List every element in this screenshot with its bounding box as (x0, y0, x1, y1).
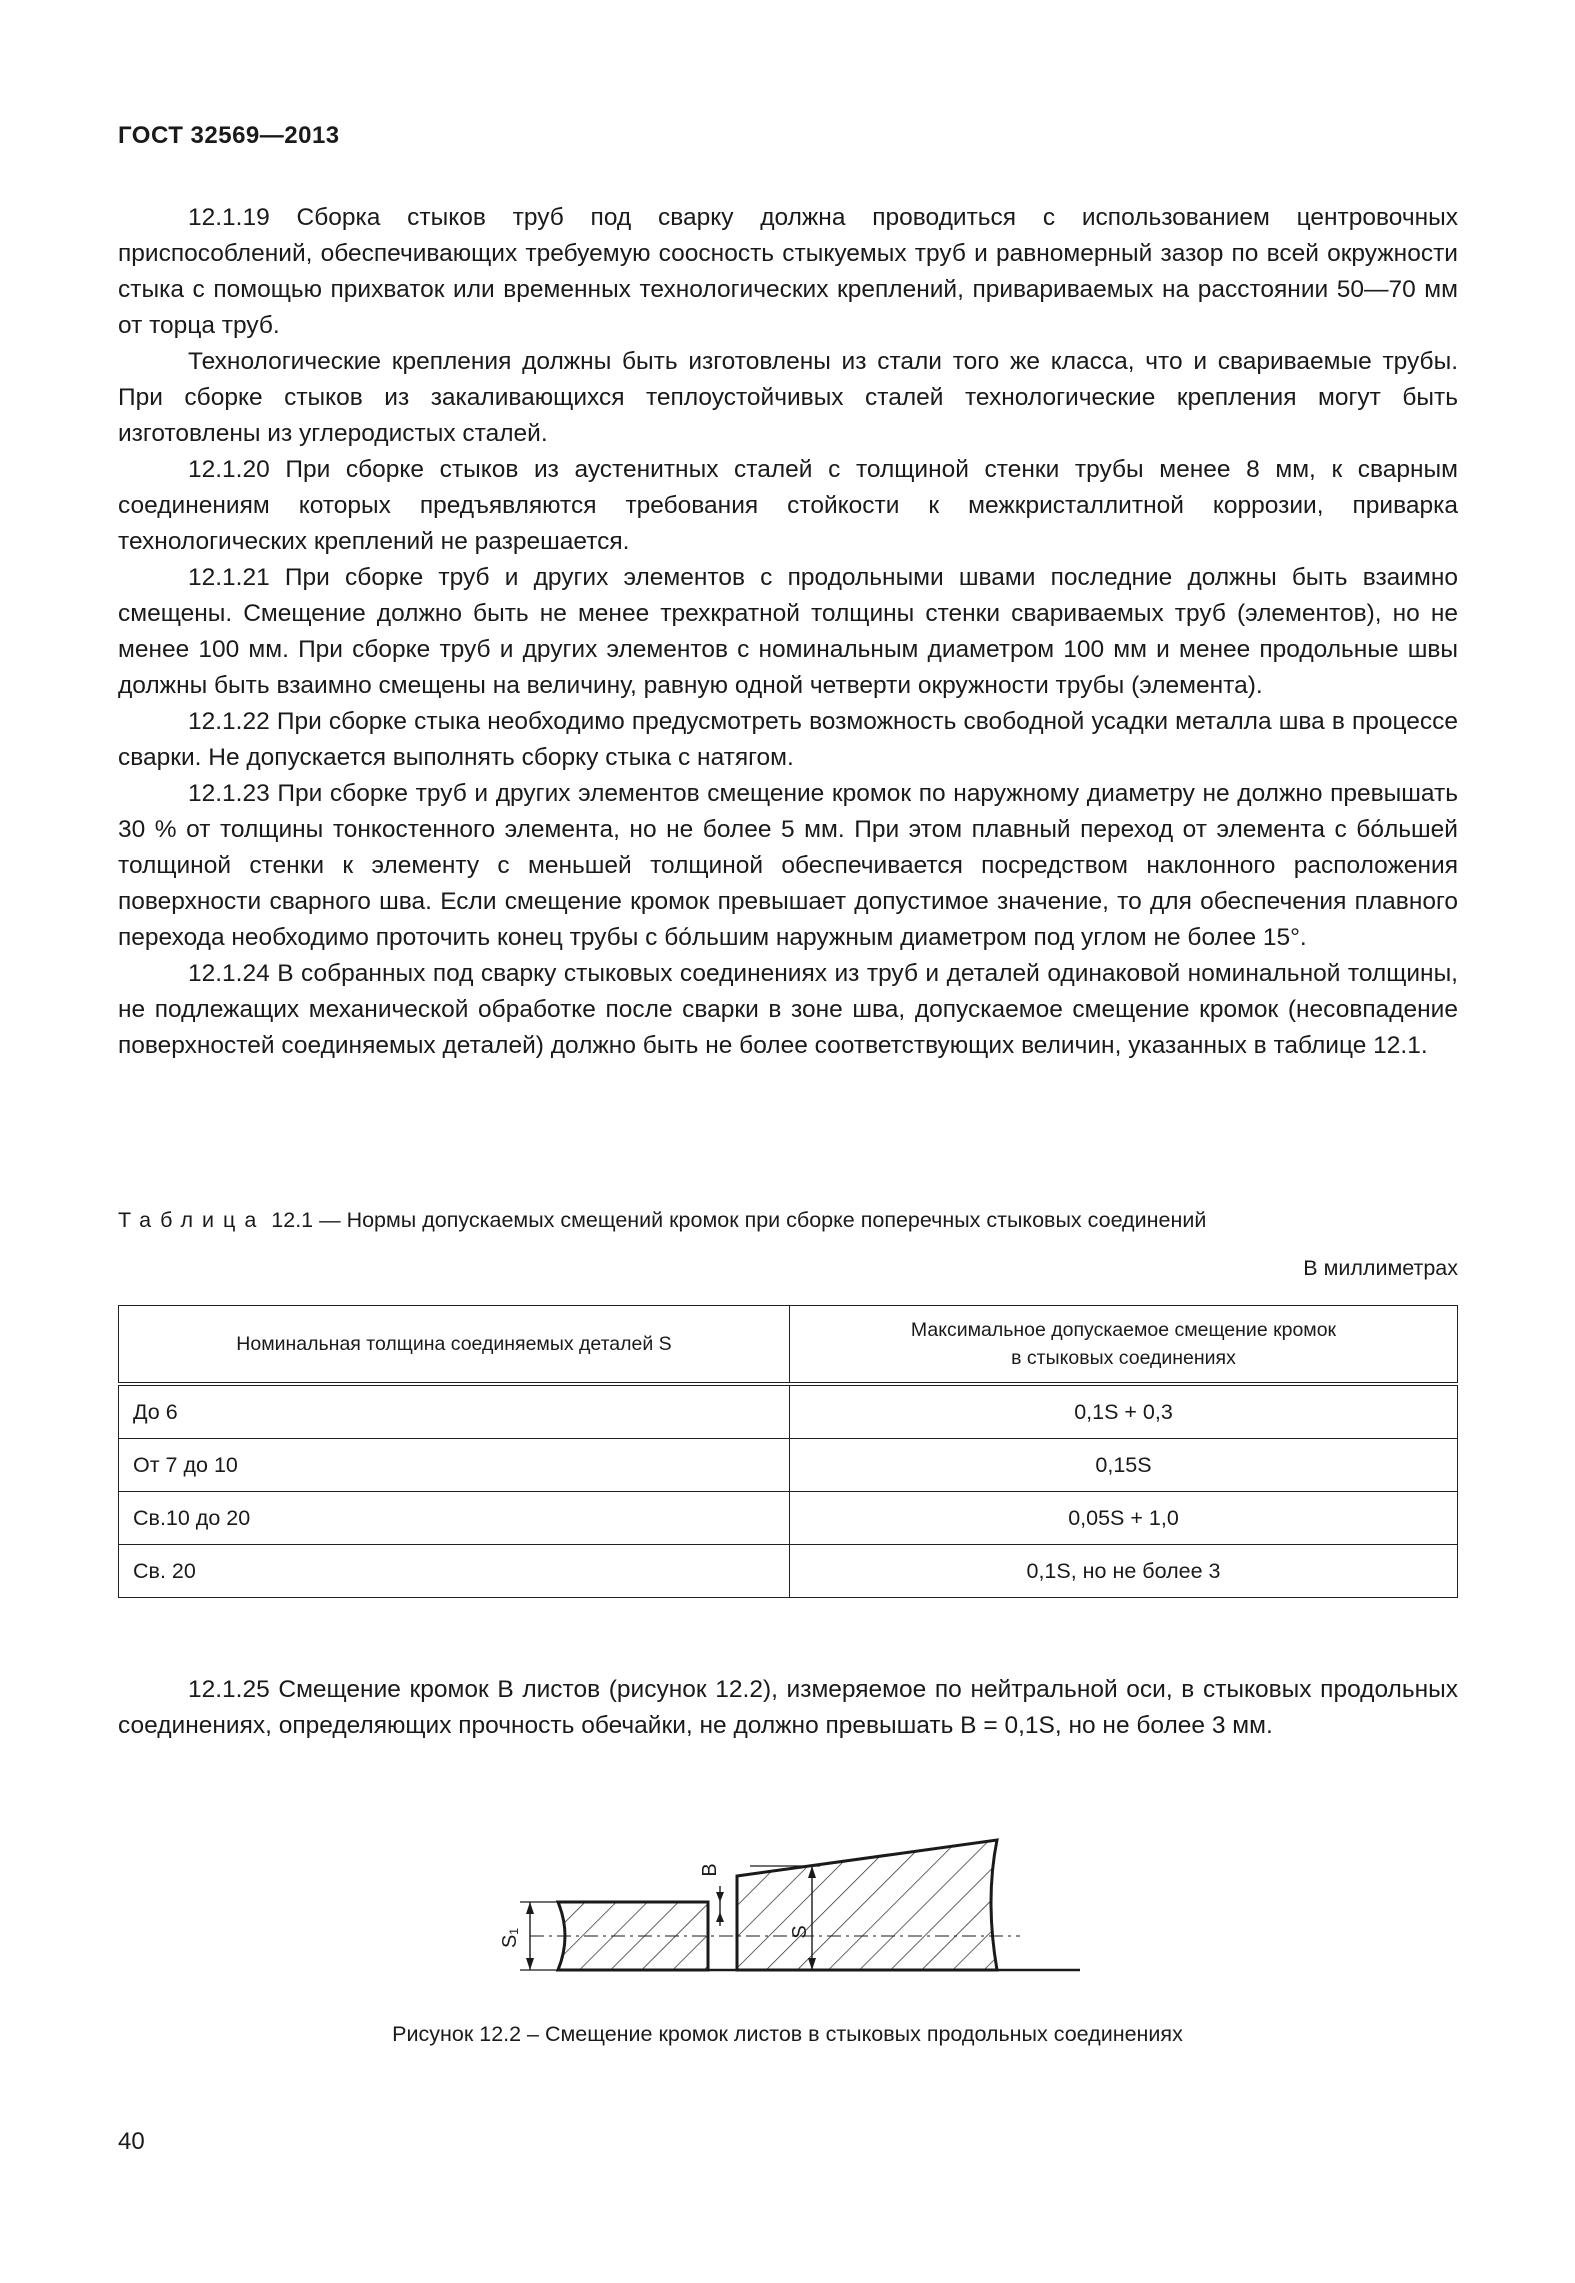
column-header-offset-line2: в стыковых соединениях (1011, 1347, 1236, 1369)
page-number: 40 (118, 2128, 145, 2155)
figure-12-2-plate-offset (480, 1820, 1120, 2000)
cell-offset: 0,1S + 0,3 (790, 1384, 1458, 1439)
thick-plate (737, 1840, 997, 1970)
table-row (119, 1439, 1458, 1492)
table-row (119, 1492, 1458, 1545)
paragraph-12-1-24: 12.1.24 В собранных под сварку стыковых соединениях из труб и деталей одинаковой номинальной толщины, не подлежащих механической обработке после сварки в зоне шва, допускаемое смещение кромок (несовпадение поверхностей соединяемых деталей) должно быть не более соответствующих величин, указанных в таблице 12.1. (118, 960, 1458, 1059)
cell-thickness: Св. 20 (119, 1545, 790, 1598)
table-caption-word: Таблица (118, 1208, 266, 1232)
body-text (118, 200, 1458, 1064)
table-caption-text: 12.1 — Нормы допускаемых смещений кромок при сборке поперечных стыковых соединений (265, 1208, 1207, 1232)
label-s1: S₁ (499, 1927, 521, 1949)
paragraph-12-1-22: 12.1.22 При сборке стыка необходимо предусмотреть возможность свободной усадки металла шва в процессе сварки. Не допускается выполнять сборку стыка с натягом. (118, 708, 1458, 771)
cell-offset: 0,15S (790, 1439, 1458, 1492)
column-header-offset-line1: Максимальное допускаемое смещение кромок (910, 1319, 1337, 1341)
standard-header: ГОСТ 32569—2013 (118, 122, 340, 149)
column-header-offset (790, 1306, 1458, 1385)
paragraph-12-1-20: 12.1.20 При сборке стыков из аустенитных сталей с толщиной стенки трубы менее 8 мм, к сварным соединениям которых предъявляются требования стойкости к межкристаллитной коррозии, приварка технологических креплений не разрешается. (118, 456, 1458, 555)
table-header-row (119, 1306, 1458, 1385)
table-caption (118, 1208, 1206, 1233)
table-row (119, 1545, 1458, 1598)
label-b: B (699, 1863, 721, 1877)
label-s: S (789, 1925, 811, 1939)
table-row (119, 1384, 1458, 1439)
cell-offset: 0,1S, но не более 3 (790, 1545, 1458, 1598)
paragraph-12-1-19: 12.1.19 Сборка стыков труб под сварку должна проводиться с использованием центровочных приспособлений, обеспечивающих требуемую соосность стыкуемых труб и равномерный зазор по всей окружности стыка с помощью прихваток или временных технологических креплений, привариваемых на расстоянии 50—70 мм от торца труб. (118, 204, 1458, 339)
paragraph-12-1-25: 12.1.25 Смещение кромок B листов (рисунок 12.2), измеряемое по нейтральной оси, в стыковых продольных соединениях, определяющих прочность обечайки, не должно превышать B = 0,1S, но не более 3 мм. (118, 1676, 1458, 1739)
figure-caption: Рисунок 12.2 – Смещение кромок листов в стыковых продольных соединениях (392, 2022, 1183, 2046)
cell-offset: 0,05S + 1,0 (790, 1492, 1458, 1545)
paragraph-12-1-21: 12.1.21 При сборке труб и других элементов с продольными швами последние должны быть взаимно смещены. Смещение должно быть не менее трехкратной толщины стенки свариваемых труб (элементов), но не менее 100 мм. При сборке труб и других элементов с номинальным диаметром 100 мм и менее продольные швы должны быть взаимно смещены на величину, равную одной четверти окружности трубы (элемента). (118, 564, 1458, 699)
body-text-after-table (118, 1672, 1458, 1744)
cell-thickness: До 6 (119, 1384, 790, 1439)
table-units: В миллиметрах (1303, 1256, 1458, 1280)
edge-offset-table (118, 1305, 1458, 1598)
paragraph-fixtures: Технологические крепления должны быть изготовлены из стали того же класса, что и свариваемые трубы. При сборке стыков из закаливающихся теплоустойчивых сталей технологические крепления могут быть изготовлены из углеродистых сталей. (118, 348, 1458, 447)
cell-thickness: От 7 до 10 (119, 1439, 790, 1492)
paragraph-12-1-23: 12.1.23 При сборке труб и других элементов смещение кромок по наружному диаметру не должно превышать 30 % от толщины тонкостенного элемента, но не более 5 мм. При этом плавный переход от элемента с бо́льшей толщиной стенки к элементу с меньшей толщиной обеспечивается посредством наклонного расположения поверхности сварного шва. Если смещение кромок превышает допустимое значение, то для обеспечения плавного перехода необходимо проточить конец трубы с бо́льшим наружным диаметром под углом не более 15°. (118, 780, 1458, 951)
cell-thickness: Св.10 до 20 (119, 1492, 790, 1545)
column-header-thickness: Номинальная толщина соединяемых деталей S (119, 1306, 790, 1385)
